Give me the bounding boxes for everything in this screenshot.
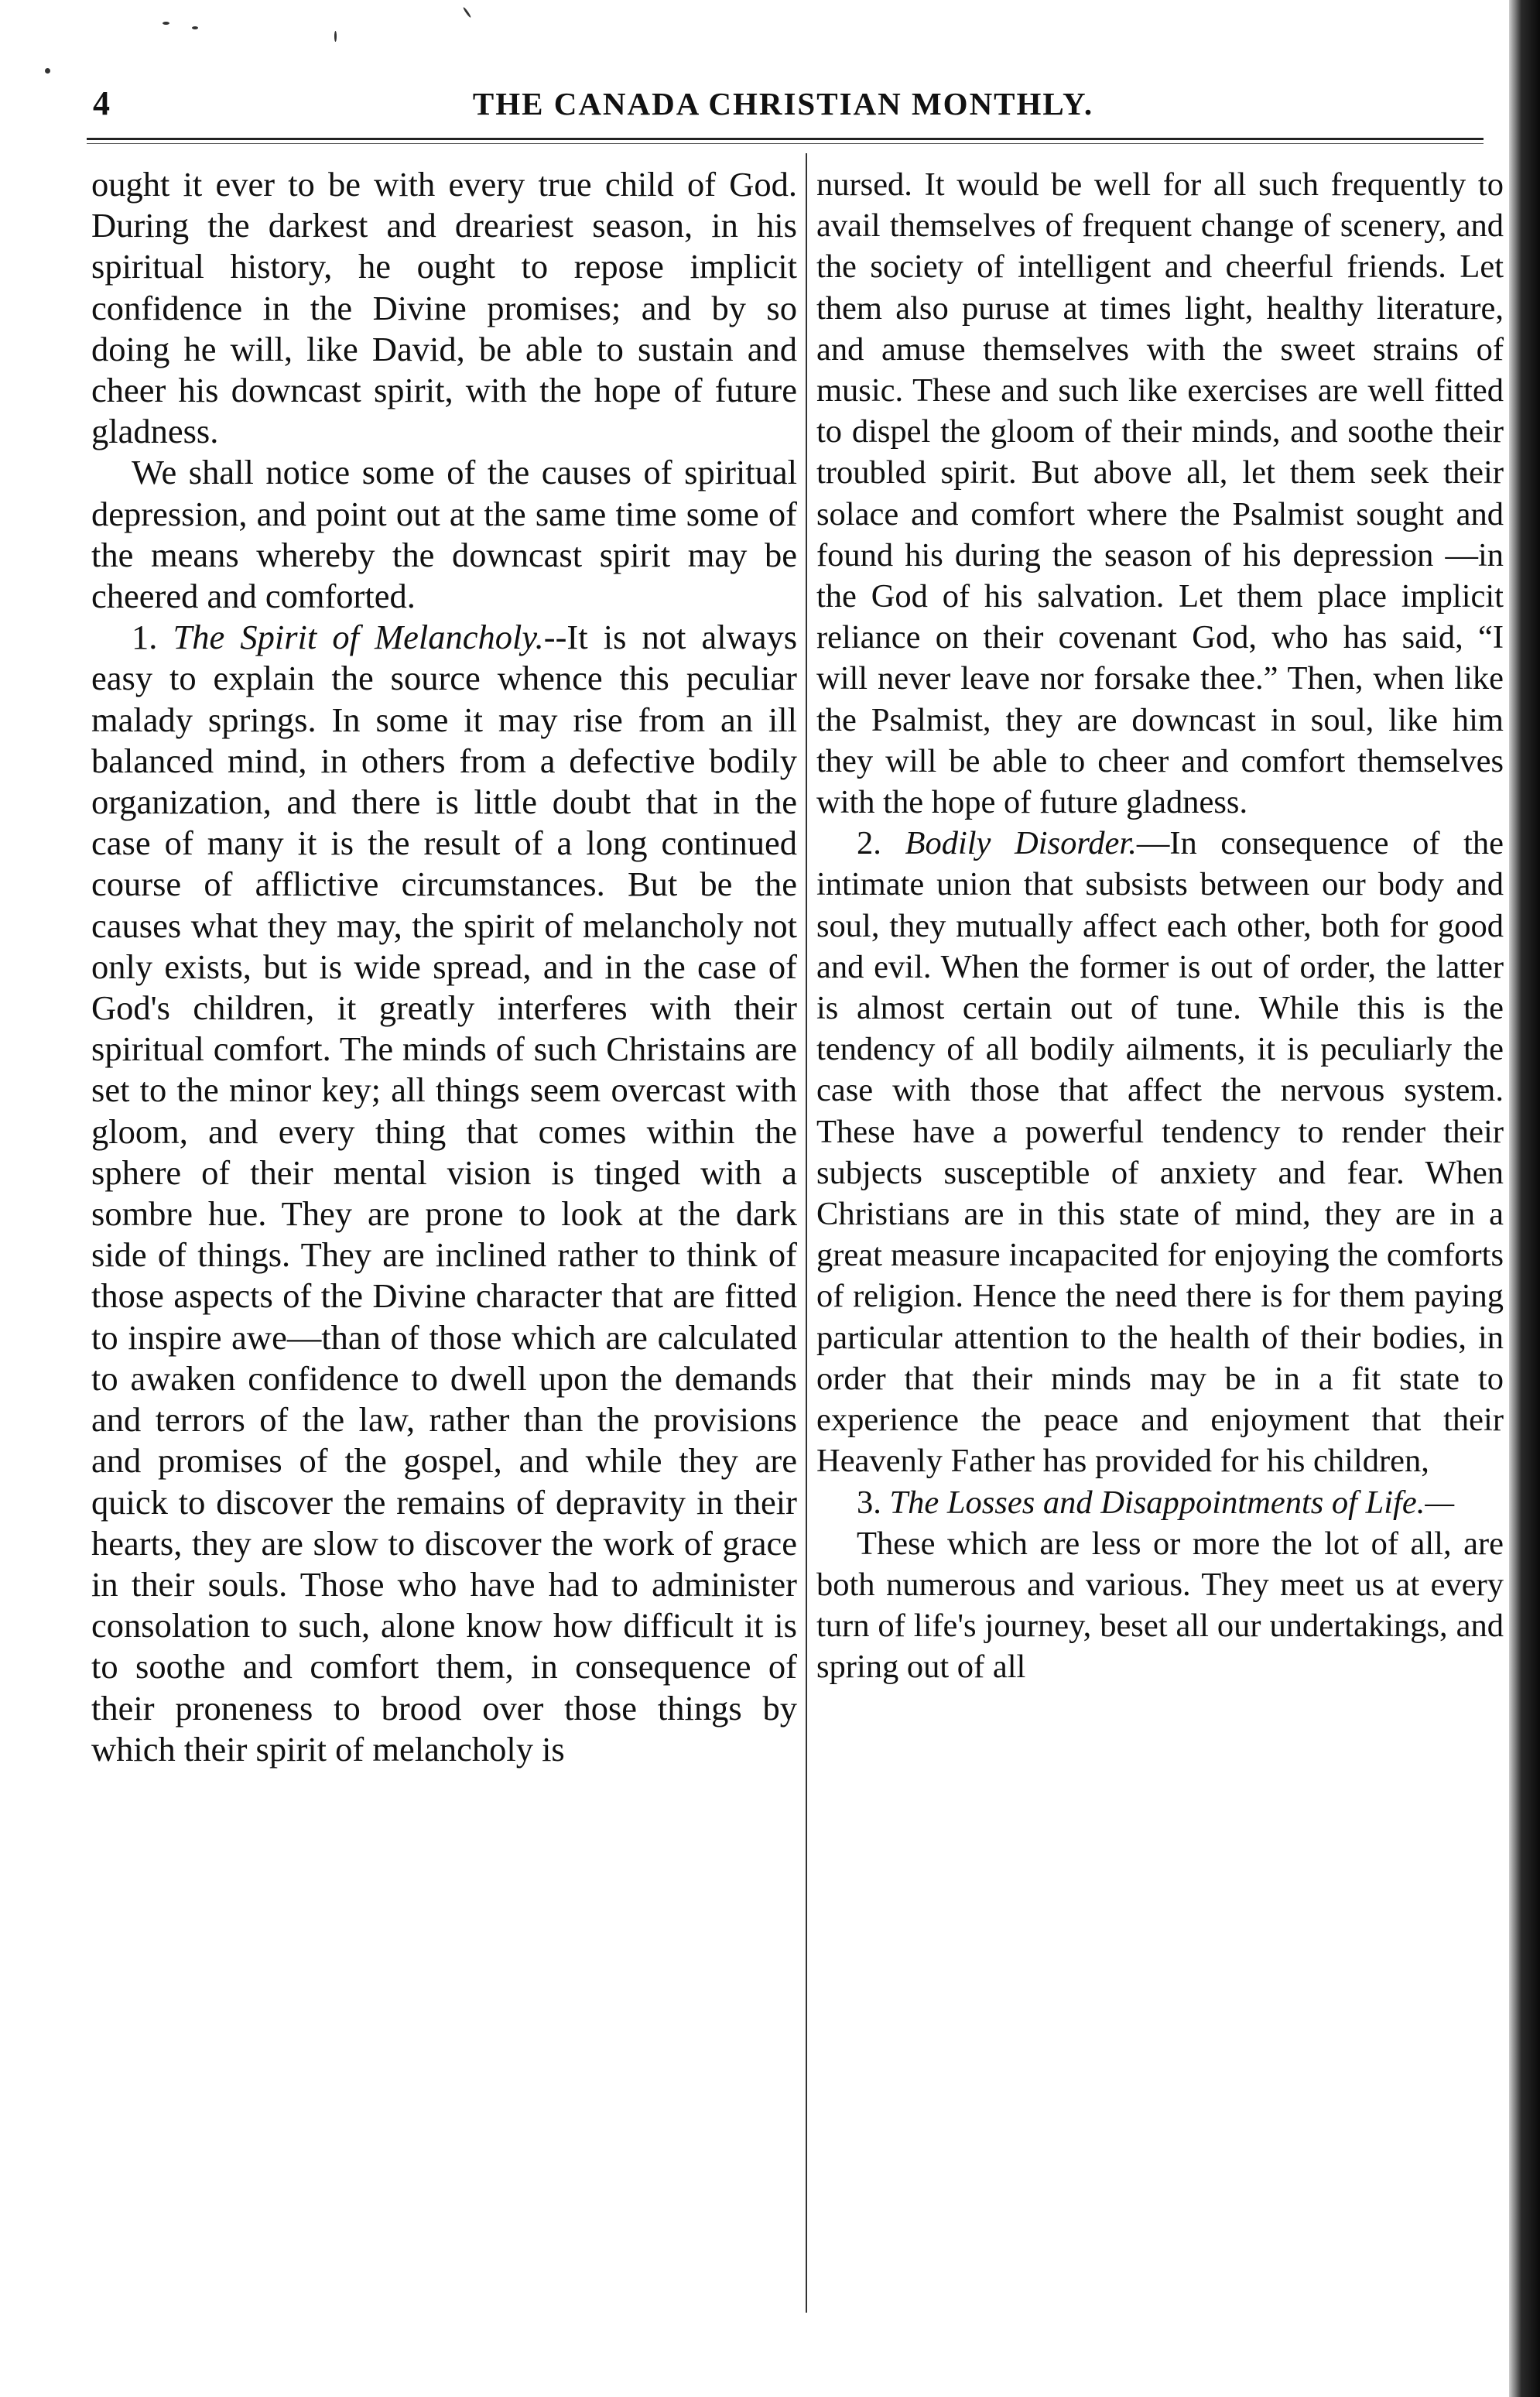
paragraph: nursed. It would be well for all such frequently to avail themselves of frequent change of scenery, and the society of intelligent and cheerful friends. Let them also puruse at times light, healthy literature, and amuse themselves with the sweet strains of music. These and such like exercises are well fitted to dispel the gloom of their minds, and soothe their troubled spirit. But above all, let them seek their solace and comfort where the Psalmist sought and found his during the season of his depression —in the God of his salvation. Let them place implicit reliance on their covenant God, who has said, “I will never leave nor forsake thee.” Then, when like the Psalmist, they are downcast in soul, like him they will be able to cheer and comfort themselves with the hope of future gladness. xyxy=(816,166,1504,821)
section-text: —In consequence of the intimate union that subsists between our body and soul, they mutually affect each other, both for good and evil. When the former is out of order, the latter is almost certain out of tune. While this is the tendency of all bodily ailments, it is peculiarly the case with those that affect the nervous system. These have a powerful tendency to render their subjects susceptible of anxiety and fear. When Christians are in this state of mind, they are in a great measure incapacited for enjoying the comforts of religion. Hence the need there is for them paying particular attention to the health of their bodies, in order that their minds may be in a fit state to experience the peace and enjoyment that their Heavenly Father has provided for his children, xyxy=(816,825,1504,1480)
header-rule-thin xyxy=(87,143,1484,144)
page-header xyxy=(87,76,1480,130)
paragraph: We shall notice some of the causes of spiritual depression, and point out at the same time some of the means whereby the downcast spirit may be cheered and comforted. xyxy=(91,453,797,616)
section-number: 3. xyxy=(857,1484,881,1521)
page-number: 4 xyxy=(93,84,110,122)
section-heading: Bodily Disorder. xyxy=(905,825,1137,862)
left-column xyxy=(91,164,797,2331)
section-number: 1. xyxy=(132,618,158,657)
section-heading-paragraph xyxy=(816,1482,1504,1523)
running-title: THE CANADA CHRISTIAN MONTHLY. xyxy=(472,86,1094,122)
print-speck xyxy=(163,22,169,25)
section-heading: The Spirit of Melancholy. xyxy=(173,618,544,657)
section-text: --It is not always easy to explain the source whence this peculiar malady springs. In some it may rise from an ill balanced mind, in others from a defective bodily organization, and there is little doubt that in the case of many it is the result of a long continued course of afflictive circumstances. But be the causes what they may, the spirit of melancholy not only exists, but is wide spread, and in the case of God's children, it greatly interferes with their spiritual comfort. The minds of such Christains are set to the minor key; all things seem overcast with gloom, and every thing that comes within the sphere of their mental vision is tinged with a sombre hue. They are prone to look at the dark side of things. They are inclined rather to think of those aspects of the Divine character that are fitted to inspire awe—than of those which are calculated to awaken confidence to dwell upon the demands and terrors of the law, rather than the provisions and promises of the gospel, and while they are quick to discover the remains of depravity in their hearts, they are slow to discover the work of grace in their souls. Those who have had to administer consolation to such, alone know how difficult it is to soothe and comfort them, in consequence of their proneness to brood over those things by which their spirit of melancholy is xyxy=(91,618,798,1769)
print-speck xyxy=(192,26,198,29)
section-heading: The Losses and Disappointments of Life.— xyxy=(889,1484,1455,1521)
paragraph: These which are less or more the lot of all, are both numerous and various. They meet us at every turn of life's journey, beset all our undertakings, and spring out of all xyxy=(816,1525,1504,1686)
section-paragraph xyxy=(816,823,1504,1481)
right-column xyxy=(816,164,1504,2331)
paragraph: ought it ever to be with every true child of God. During the darkest and dreariest season, in his spiritual history, he ought to repose implicit confidence in the Divine promises; and by so doing he will, like David, be able to sustain and cheer his downcast spirit, with the hope of future gladness. xyxy=(91,165,797,451)
section-paragraph xyxy=(91,617,797,1770)
print-speck xyxy=(45,68,50,74)
print-speck xyxy=(463,7,472,19)
column-divider xyxy=(806,153,807,2313)
section-number: 2. xyxy=(857,825,881,862)
page-edge-shadow xyxy=(1509,0,1540,2397)
print-speck xyxy=(334,31,337,42)
header-rule xyxy=(87,138,1484,140)
